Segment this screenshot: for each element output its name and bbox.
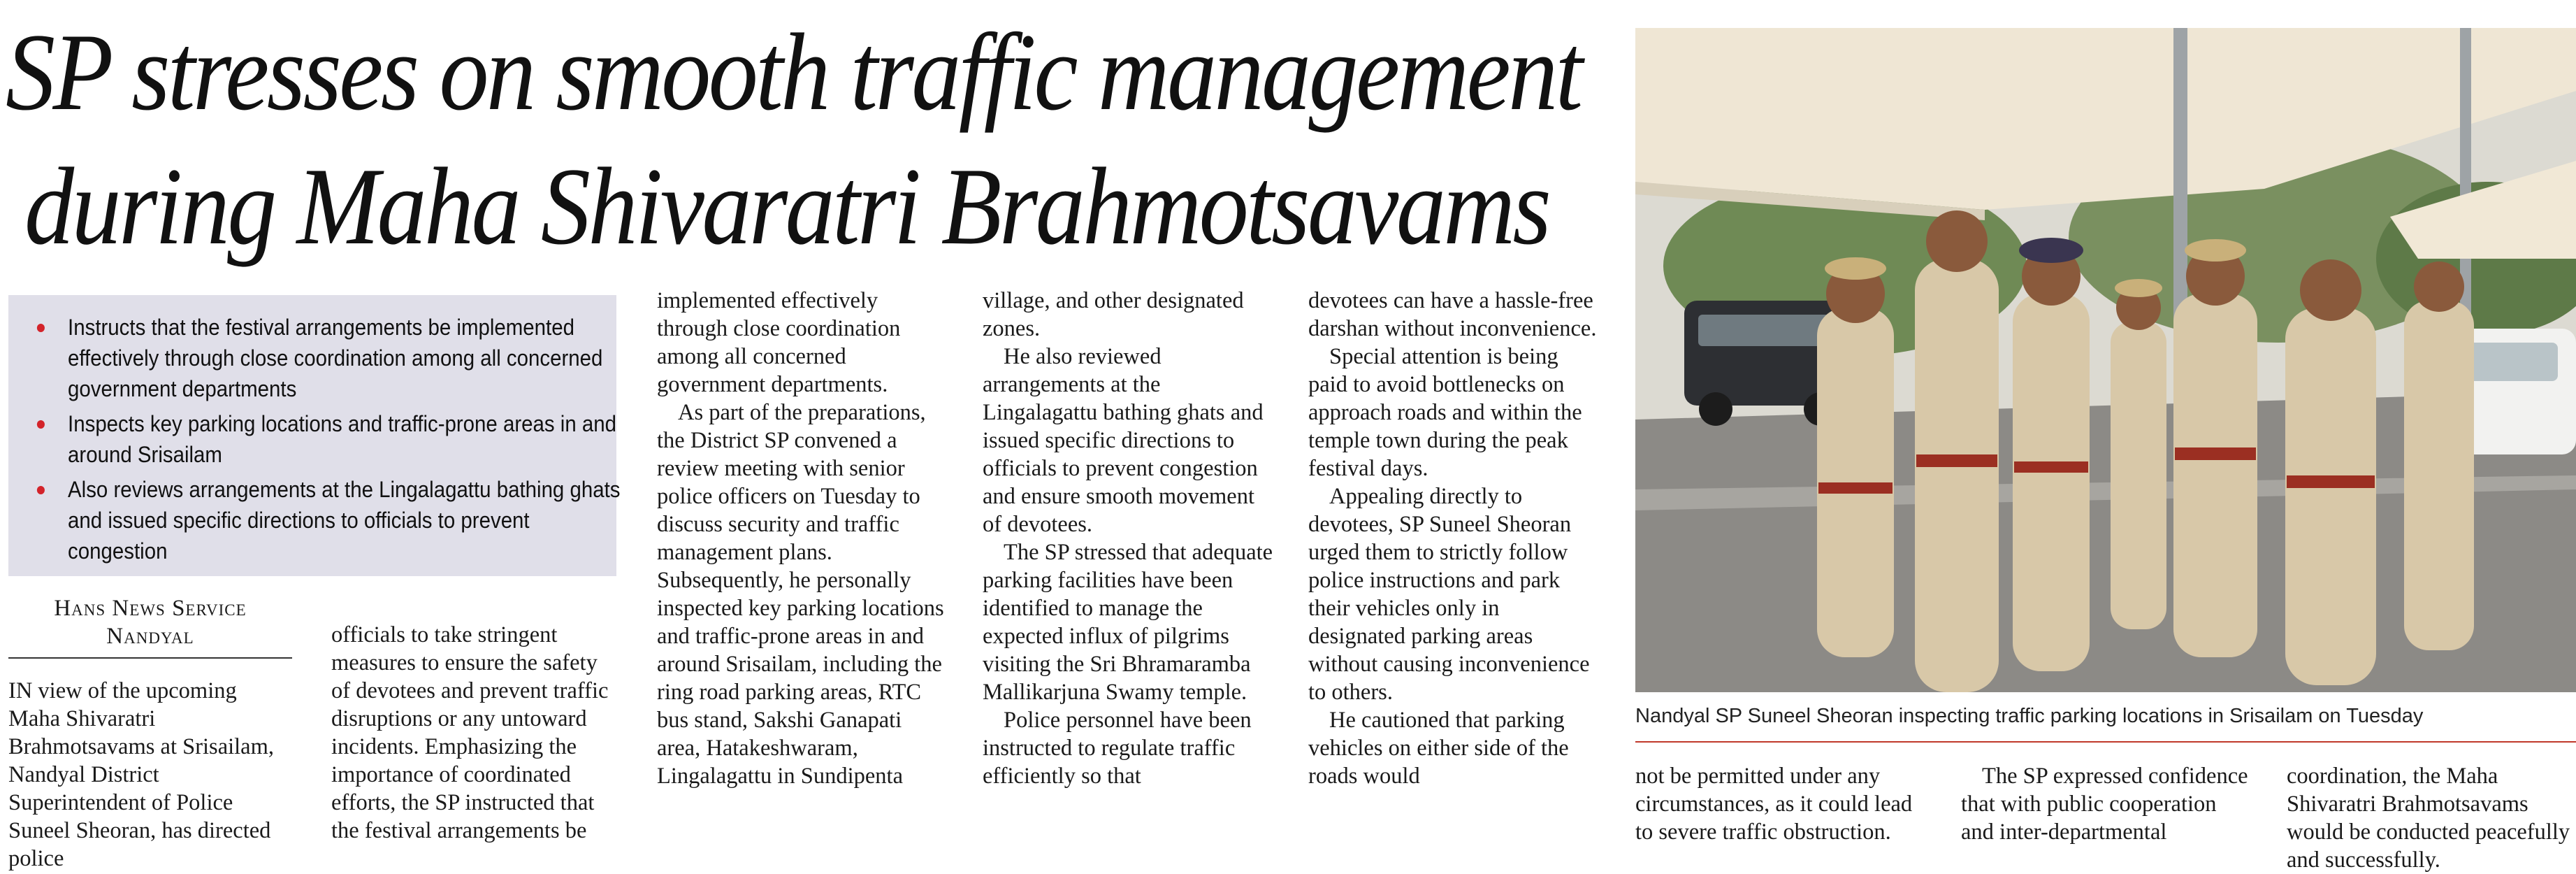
article-column-4 [983, 287, 1276, 790]
article-paragraph: Police personnel have been instructed to regulate traffic efficiently so that [983, 708, 1252, 789]
byline-service: Hans News Service [54, 596, 247, 621]
article-paragraph: IN view of the upcoming Maha Shivaratri Brahmotsavams at Srisailam, Nandyal District Superintendent of Police Suneel Sheoran, has directed police [8, 678, 275, 871]
article-column-6 [1635, 762, 1929, 846]
article-paragraph: implemented effectively through close coordination among all concerned government departments. [657, 288, 901, 397]
byline-divider [8, 657, 292, 659]
headline-line-2: during Maha Shivaratri Brahmotsavams [24, 145, 1549, 268]
news-photo [1635, 28, 2576, 692]
bullet-icon [37, 324, 45, 332]
highlight-item: Inspects key parking locations and traffic-prone areas in and around Srisailam [28, 408, 621, 470]
article-paragraph: coordination, the Maha Shivaratri Brahmotsavams would be conducted peacefully and successfully. [2287, 764, 2570, 873]
highlight-item: Instructs that the festival arrangements be implemented effectively through close coordination among all concerned government departments [28, 312, 621, 404]
bullet-icon [37, 420, 45, 429]
article-paragraph: devotees can have a hassle-free darshan without inconvenience. [1308, 288, 1597, 341]
photo-illustration [1635, 28, 2576, 692]
article-column-3 [657, 287, 950, 790]
highlights-list [28, 312, 621, 566]
article-paragraph: The SP stressed that adequate parking facilities have been identified to manage the expected influx of pilgrims visiting the Sri Bhramaramba Mallikarjuna Swamy temple. [983, 540, 1273, 705]
article-paragraph: As part of the preparations, the District SP convened a review meeting with senior police officers on Tuesday to discuss security and traffic management plans. Subsequently, he personally inspected key parking locations and traffic-prone areas in and around Srisailam, including the ring road parking areas, RTC bus stand, Sakshi Ganapati area, Hatakeshwaram, Lingalagattu in Sundipenta [657, 400, 944, 789]
article-paragraph: He cautioned that parking vehicles on either side of the roads would [1308, 708, 1569, 789]
article-column-2 [331, 621, 611, 845]
article-paragraph: The SP expressed confidence that with public cooperation and inter-departmental [1961, 764, 2248, 845]
article-paragraph: village, and other designated zones. [983, 288, 1244, 341]
article-paragraph: Appealing directly to devotees, SP Suneel Sheoran urged them to strictly follow police instructions and park their vehicles only in designated parking areas without causing inconvenience to others. [1308, 484, 1590, 705]
article-paragraph: not be permitted under any circumstances, as it could lead to severe traffic obstruction. [1635, 764, 1913, 845]
headline [6, 6, 1581, 274]
byline-place: Nandyal [106, 624, 194, 649]
headline-line-1: SP stresses on smooth traffic management [6, 11, 1581, 134]
highlight-item: Also reviews arrangements at the Lingalagattu bathing ghats and issued specific directions to officials to prevent congestion [28, 474, 621, 566]
article-paragraph: He also reviewed arrangements at the Lingalagattu bathing ghats and issued specific directions to officials to prevent congestion and ensure smooth movement of devotees. [983, 344, 1264, 537]
byline [8, 594, 292, 650]
article-column-7 [1961, 762, 2255, 846]
photo-caption: Nandyal SP Suneel Sheoran inspecting traffic parking locations in Srisailam on Tuesday [1635, 705, 2424, 727]
highlights-box [8, 295, 621, 576]
article-column-8 [2287, 762, 2576, 874]
article-paragraph: officials to take stringent measures to ensure the safety of devotees and prevent traffic disruptions or any untoward incidents. Emphasizing the importance of coordinated efforts, the SP instructed that the festival arrangements be [331, 622, 609, 843]
article-paragraph: Special attention is being paid to avoid bottlenecks on approach roads and within the temple town during the peak festival days. [1308, 344, 1582, 481]
article-column-1 [8, 677, 288, 873]
article-column-5 [1308, 287, 1602, 790]
bullet-icon [37, 486, 45, 494]
caption-divider [1635, 741, 2576, 743]
